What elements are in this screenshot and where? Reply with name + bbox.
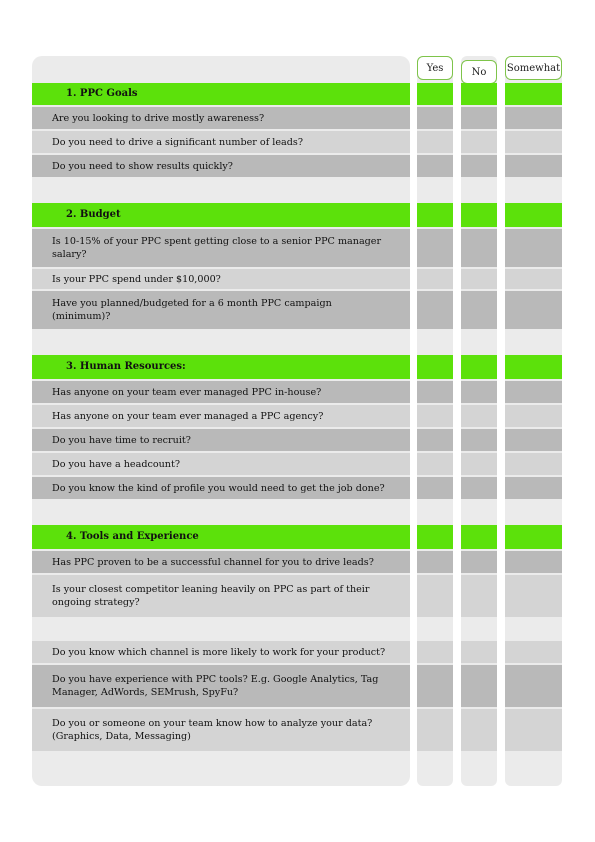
answer-cell[interactable] (461, 269, 497, 289)
answer-cell (461, 525, 497, 549)
answer-cell[interactable] (417, 665, 453, 707)
question-text: Do you know which channel is more likely to work for your product? (52, 646, 386, 658)
question-text: Is your closest competitor leaning heavily on PPC as part of their ongoing strategy? (52, 584, 370, 608)
answer-cell[interactable] (505, 229, 562, 267)
question-row (32, 501, 410, 523)
answer-cell (417, 179, 453, 201)
answer-cell (505, 619, 562, 639)
question-row (32, 619, 410, 639)
answer-cell (417, 525, 453, 549)
answer-cell[interactable] (461, 453, 497, 475)
answer-cell[interactable] (417, 429, 453, 451)
answer-cell[interactable] (417, 477, 453, 499)
answer-cell[interactable] (417, 575, 453, 617)
answer-cell[interactable] (461, 429, 497, 451)
answer-cell[interactable] (461, 131, 497, 153)
question-text: Have you planned/budgeted for a 6 month PPC campaign (minimum)? (52, 298, 332, 322)
question-text: Do you have time to recruit? (52, 434, 191, 446)
answer-cell[interactable] (417, 381, 453, 403)
question-text: Do you need to drive a significant number of leads? (52, 136, 303, 148)
answer-cell (461, 753, 497, 777)
answer-cell (417, 355, 453, 379)
answer-cell (461, 203, 497, 227)
answer-cell (461, 179, 497, 201)
question-text: Is your PPC spend under $10,000? (52, 273, 221, 285)
answer-cell (461, 501, 497, 523)
answer-cell[interactable] (417, 131, 453, 153)
section-title: 3. Human Resources: (66, 360, 186, 372)
answer-cell (461, 355, 497, 379)
answer-cell[interactable] (461, 551, 497, 573)
no-header: No (461, 60, 497, 84)
somewhat-header: Somewhat (505, 56, 562, 80)
question-text: Do you or someone on your team know how to analyze your data? (Graphics, Data, Messaging) (52, 718, 373, 742)
answer-cell[interactable] (505, 641, 562, 663)
answer-cell (505, 83, 562, 105)
answer-cell[interactable] (461, 575, 497, 617)
answer-cell[interactable] (417, 269, 453, 289)
answer-cell (505, 355, 562, 379)
answer-cell[interactable] (505, 155, 562, 177)
question-text: Do you have experience with PPC tools? E.g. Google Analytics, Tag Manager, AdWords, SEMrush, SpyFu? (52, 674, 379, 698)
answer-cell[interactable] (461, 381, 497, 403)
answer-cell (505, 501, 562, 523)
question-text: Has PPC proven to be a successful channel for you to drive leads? (52, 556, 374, 568)
answer-cell (505, 331, 562, 353)
answer-cell[interactable] (461, 107, 497, 129)
yes-header: Yes (417, 56, 453, 80)
answer-cell[interactable] (461, 641, 497, 663)
answer-cell[interactable] (461, 405, 497, 427)
answer-cell[interactable] (505, 665, 562, 707)
question-text: Has anyone on your team ever managed a PPC agency? (52, 410, 324, 422)
question-text: Are you looking to drive mostly awareness? (52, 112, 265, 124)
answer-cell[interactable] (417, 155, 453, 177)
answer-cell (505, 203, 562, 227)
answer-cell[interactable] (417, 709, 453, 751)
answer-cell[interactable] (417, 291, 453, 329)
answer-cell (461, 83, 497, 105)
answer-cell[interactable] (505, 269, 562, 289)
answer-cell[interactable] (461, 709, 497, 751)
answer-cell (417, 331, 453, 353)
answer-cell (461, 331, 497, 353)
answer-cell[interactable] (417, 107, 453, 129)
question-text: Do you have a headcount? (52, 458, 180, 470)
answer-cell[interactable] (461, 229, 497, 267)
question-text: Do you need to show results quickly? (52, 160, 233, 172)
answer-cell (505, 179, 562, 201)
question-row (32, 753, 410, 777)
section-title: 1. PPC Goals (66, 87, 138, 99)
answer-cell[interactable] (461, 291, 497, 329)
answer-cell[interactable] (417, 229, 453, 267)
answer-cell[interactable] (417, 551, 453, 573)
answer-cell[interactable] (461, 477, 497, 499)
answer-cell[interactable] (461, 155, 497, 177)
question-row (32, 179, 410, 201)
answer-cell (417, 619, 453, 639)
answer-cell[interactable] (505, 575, 562, 617)
answer-cell[interactable] (505, 551, 562, 573)
answer-cell (461, 619, 497, 639)
answer-cell[interactable] (505, 709, 562, 751)
answer-cell (505, 753, 562, 777)
answer-cell[interactable] (417, 453, 453, 475)
question-text: Has anyone on your team ever managed PPC in-house? (52, 386, 322, 398)
question-text: Do you know the kind of profile you would need to get the job done? (52, 482, 385, 494)
answer-cell (505, 525, 562, 549)
answer-cell (417, 753, 453, 777)
question-text: Is 10-15% of your PPC spent getting close to a senior PPC manager salary? (52, 236, 382, 260)
answer-cell (417, 203, 453, 227)
answer-cell (417, 83, 453, 105)
section-title: 4. Tools and Experience (66, 530, 199, 542)
answer-cell[interactable] (505, 405, 562, 427)
question-row (32, 331, 410, 353)
answer-cell[interactable] (505, 453, 562, 475)
answer-cell[interactable] (417, 405, 453, 427)
answer-cell[interactable] (461, 665, 497, 707)
answer-cell[interactable] (505, 381, 562, 403)
answer-cell[interactable] (505, 107, 562, 129)
section-title: 2. Budget (66, 208, 121, 220)
answer-cell[interactable] (505, 131, 562, 153)
answer-cell[interactable] (505, 477, 562, 499)
answer-cell[interactable] (505, 429, 562, 451)
answer-cell (417, 501, 453, 523)
answer-cell[interactable] (417, 641, 453, 663)
answer-cell[interactable] (505, 291, 562, 329)
